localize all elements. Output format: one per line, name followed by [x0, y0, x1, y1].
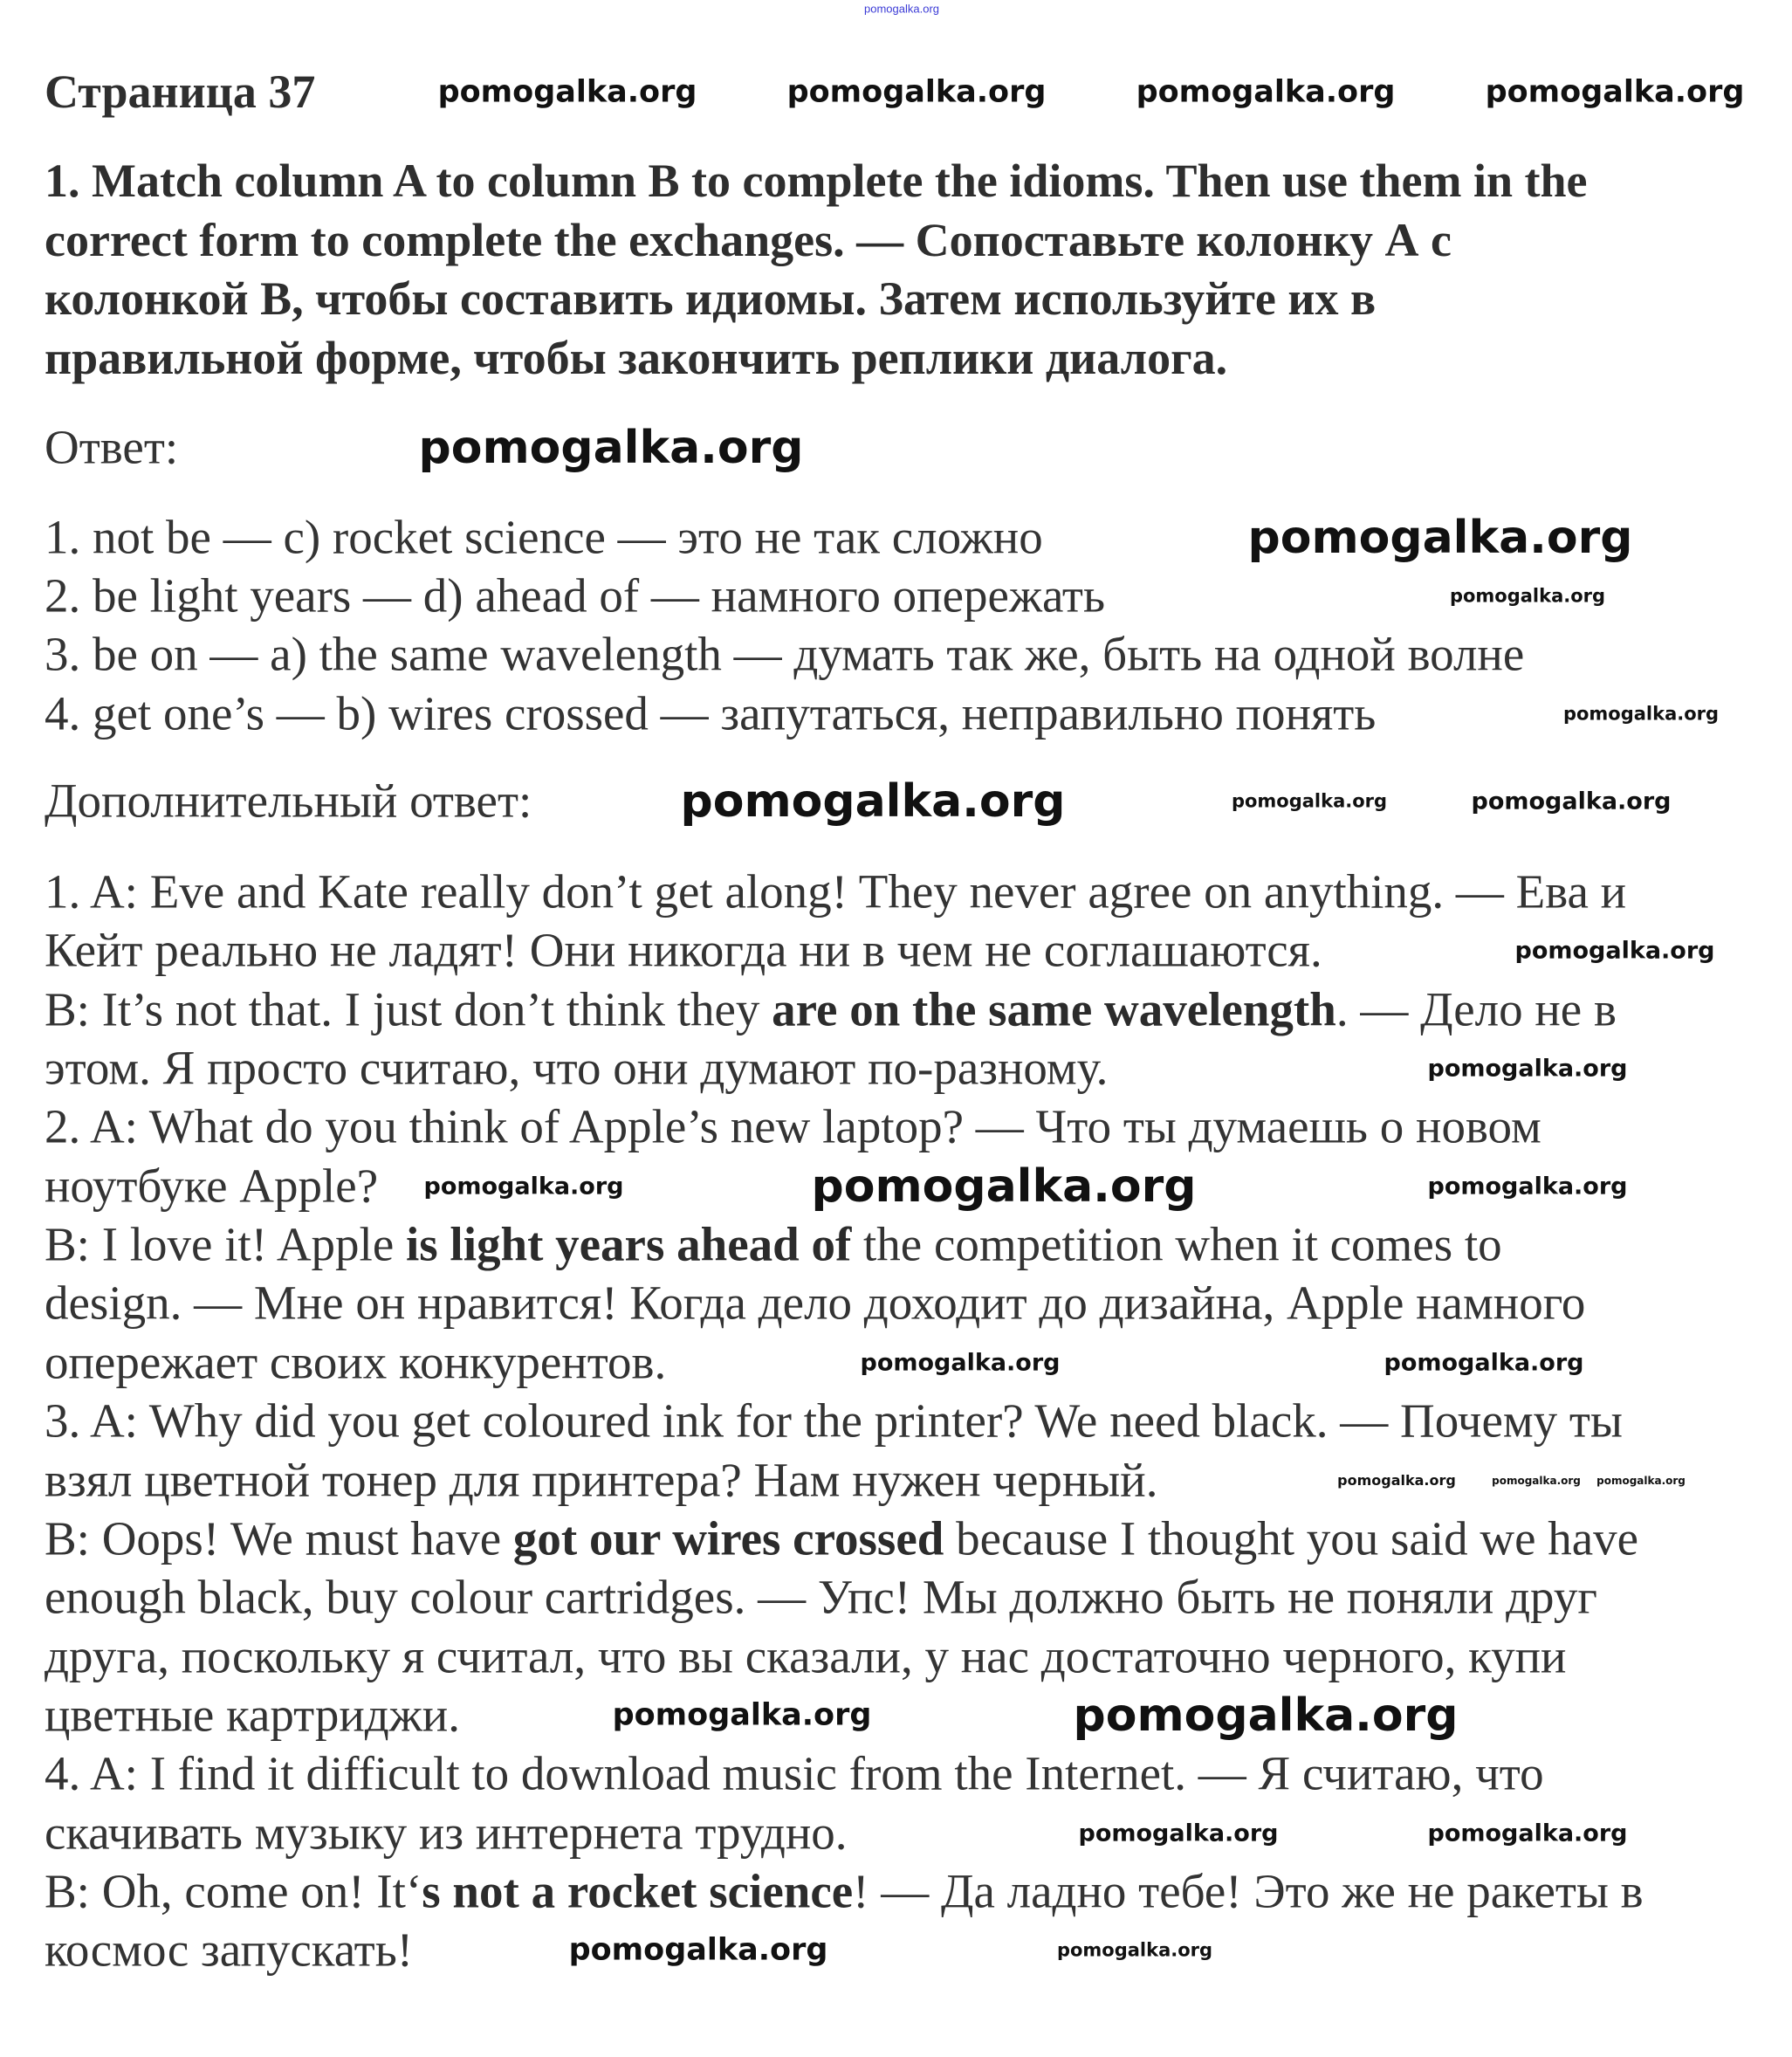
watermark: pomogalka.org	[786, 74, 1047, 110]
dialog-text: 4. A: I find it difficult to download music from the Internet. — Я считаю, что	[45, 1746, 1544, 1800]
watermark: pomogalka.org	[418, 422, 804, 474]
answer-label: Ответ:	[45, 420, 179, 474]
watermark: pomogalka.org	[1247, 512, 1633, 564]
dialog-line	[45, 1511, 1639, 1565]
dialog-line	[45, 1746, 1544, 1800]
watermark: pomogalka.org	[1514, 937, 1715, 965]
task-heading-line: 1. Match column A to column B to complete the idioms. Then use them in the	[45, 154, 1588, 207]
dialog-text: этом. Я просто считаю, что они думают по-разному.	[45, 1041, 1109, 1095]
dialog-text: B: It’s not that. I just don’t think they	[45, 982, 772, 1036]
watermark: pomogalka.org	[1383, 1349, 1584, 1377]
watermark: pomogalka.org	[612, 1697, 872, 1733]
watermark: pomogalka.org	[864, 2, 939, 16]
dialog-line	[45, 1041, 1109, 1095]
answer-item: 1. not be — c) rocket science — это не так сложно	[45, 510, 1043, 564]
page-title: Страница 37	[45, 65, 316, 118]
task-heading-line: correct form to complete the exchanges. — Сопоставьте колонку А с	[45, 213, 1452, 266]
dialog-text: ноутбуке Apple?	[45, 1159, 379, 1213]
watermark: pomogalka.org	[1596, 1474, 1686, 1487]
task-heading-line: правильной форме, чтобы закончить реплики диалога.	[45, 331, 1228, 384]
dialog-line	[45, 1335, 667, 1389]
dialog-text: космос запускать!	[45, 1923, 414, 1977]
dialog-text: design. — Мне он нравится! Когда дело доходит до дизайна, Apple намного	[45, 1276, 1586, 1330]
dialog-text: скачивать музыку из интернета трудно.	[45, 1805, 848, 1859]
dialog-line	[45, 982, 1617, 1036]
watermark: pomogalka.org	[1427, 1173, 1628, 1200]
watermark: pomogalka.org	[1562, 703, 1720, 725]
dialog-text: опережает своих конкурентов.	[45, 1335, 667, 1389]
dialog-line	[45, 864, 1627, 918]
watermark: pomogalka.org	[423, 1173, 624, 1200]
watermark: pomogalka.org	[1485, 74, 1745, 110]
extra-answer-label: Дополнительный ответ:	[45, 774, 532, 828]
watermark: pomogalka.org	[1492, 1474, 1581, 1487]
dialog-line	[45, 1805, 848, 1859]
watermark: pomogalka.org	[1136, 74, 1396, 110]
dialog-line	[45, 1570, 1597, 1624]
idiom-highlight: s not a rocket science	[422, 1864, 854, 1918]
watermark: pomogalka.org	[1231, 790, 1388, 812]
idiom-highlight: is light years ahead of	[405, 1217, 852, 1271]
dialog-text: Кейт реально не ладят! Они никогда ни в чем не соглашаются.	[45, 923, 1322, 977]
watermark: pomogalka.org	[680, 775, 1066, 828]
watermark: pomogalka.org	[1078, 1820, 1279, 1847]
answer-item: 4. get one’s — b) wires crossed — запутаться, неправильно понять	[45, 685, 1377, 740]
dialog-line	[45, 1628, 1567, 1682]
dialog-text: B: Oh, come on! It‘	[45, 1864, 422, 1918]
dialog-line	[45, 923, 1322, 977]
dialog-text: 1. A: Eve and Kate really don’t get along! They never agree on anything. — Ева и	[45, 864, 1627, 918]
dialog-text: B: Oops! We must have	[45, 1511, 513, 1565]
dialog-text: because I thought you said we have	[944, 1511, 1639, 1565]
dialog-line	[45, 1159, 379, 1213]
watermark: pomogalka.org	[1427, 1055, 1628, 1083]
dialog-text: the competition when it comes to	[851, 1217, 1502, 1271]
watermark: pomogalka.org	[1337, 1471, 1456, 1489]
answer-item: 2. be light years — d) ahead of — намного опережать	[45, 568, 1106, 623]
dialog-text: 3. A: Why did you get coloured ink for the printer? We need black. — Почему ты	[45, 1393, 1623, 1448]
watermark: pomogalka.org	[1449, 585, 1606, 607]
dialog-line	[45, 1393, 1623, 1448]
dialog-line	[45, 1923, 414, 1977]
watermark: pomogalka.org	[1427, 1820, 1628, 1847]
dialog-text: цветные картриджи.	[45, 1688, 460, 1742]
dialog-line	[45, 1217, 1502, 1271]
dialog-line	[45, 1276, 1586, 1330]
idiom-highlight: are on the same wavelength	[772, 982, 1336, 1036]
task-heading-line: колонкой В, чтобы составить идиомы. Затем используйте их в	[45, 272, 1377, 325]
dialog-text: взял цветной тонер для принтера? Нам нужен черный.	[45, 1452, 1158, 1506]
idiom-highlight: got our wires crossed	[512, 1511, 944, 1565]
dialog-text: ! — Да ладно тебе! Это же не ракеты в	[853, 1864, 1644, 1918]
dialog-line	[45, 1688, 460, 1742]
watermark: pomogalka.org	[811, 1159, 1197, 1213]
dialog-text: B: I love it! Apple	[45, 1217, 406, 1271]
dialog-line	[45, 1452, 1158, 1506]
watermark: pomogalka.org	[568, 1932, 828, 1968]
watermark: pomogalka.org	[1056, 1939, 1213, 1961]
dialog-text: 2. A: What do you think of Apple’s new laptop? — Что ты думаешь о новом	[45, 1099, 1541, 1153]
answer-item: 3. be on — a) the same wavelength — думать так же, быть на одной волне	[45, 627, 1525, 681]
watermark: pomogalka.org	[1073, 1689, 1459, 1742]
dialog-line	[45, 1864, 1644, 1918]
dialog-text: . — Дело не в	[1335, 982, 1617, 1036]
dialog-text: enough black, buy colour cartridges. — Упс! Мы должно быть не поняли друг	[45, 1570, 1597, 1624]
watermark: pomogalka.org	[1471, 788, 1672, 815]
watermark: pomogalka.org	[860, 1349, 1061, 1377]
dialog-line	[45, 1099, 1541, 1153]
watermark: pomogalka.org	[437, 74, 697, 110]
dialog-text: друга, поскольку я считал, что вы сказали, у нас достаточно черного, купи	[45, 1628, 1567, 1682]
